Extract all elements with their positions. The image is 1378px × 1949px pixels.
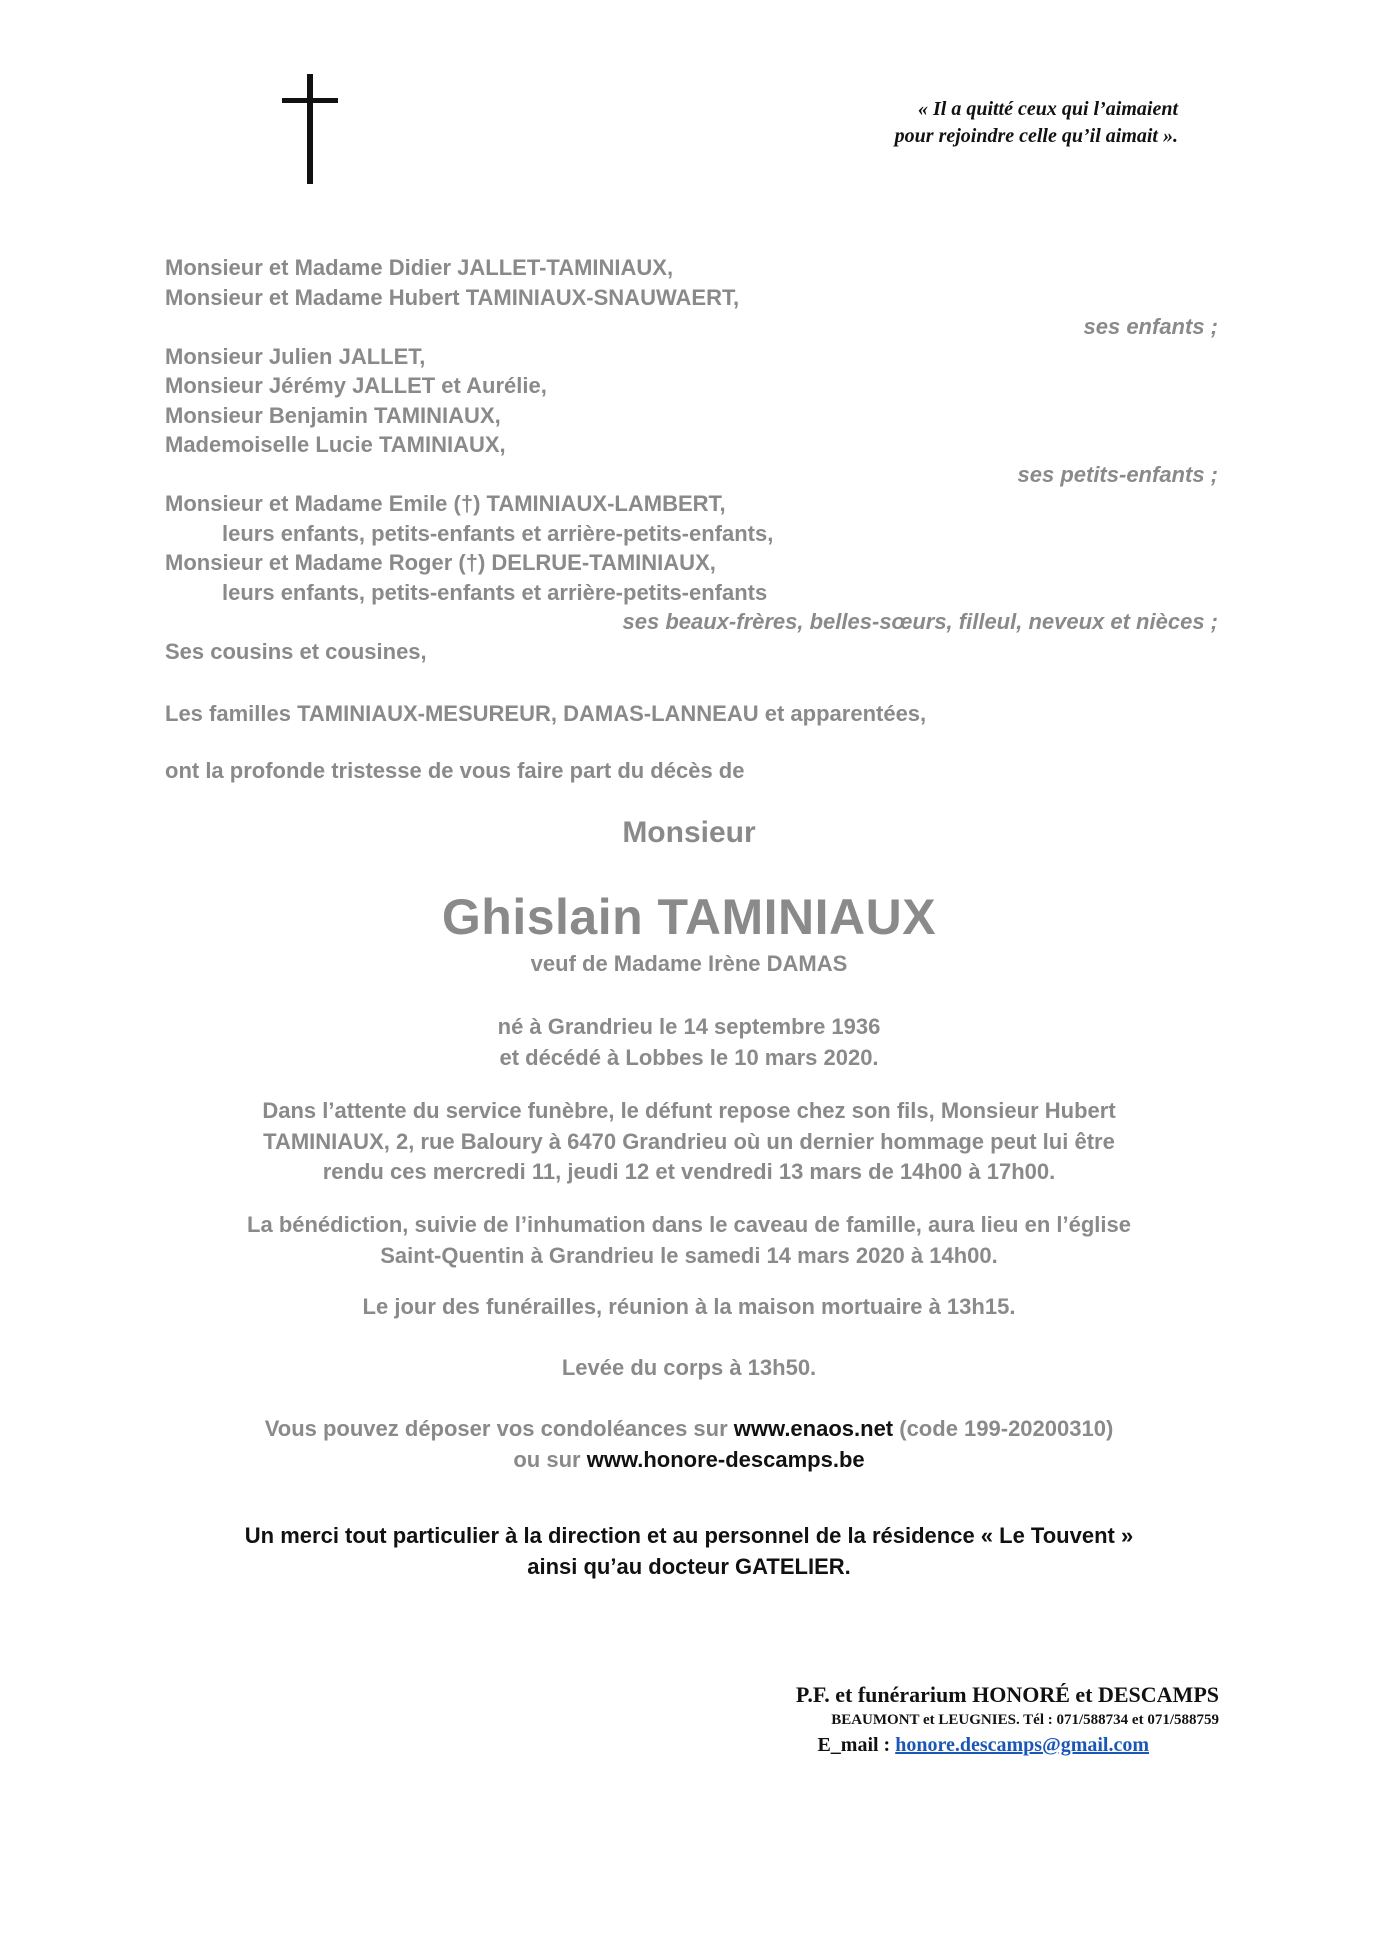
funeral-home-email-row (796, 1731, 1149, 1759)
child-line: Monsieur et Madame Hubert TAMINIAUX-SNAUWAERT, (165, 284, 740, 310)
funeral-home (796, 1680, 1219, 1759)
epigraph-line: pour rejoindre celle qu’il aimait ». (894, 125, 1178, 147)
announcement-line: ont la profonde tristesse de vous faire part du décès de (165, 757, 745, 783)
email-link[interactable]: honore.descamps@gmail.com (895, 1734, 1149, 1756)
epigraph (895, 96, 1178, 150)
enaos-link[interactable]: www.enaos.net (733, 1416, 894, 1441)
widow-line: veuf de Madame Irène DAMAS (530, 951, 848, 976)
grandchild-line: Monsieur Julien JALLET, (165, 343, 426, 369)
repose-line: Dans l’attente du service funèbre, le défunt repose chez son fils, Monsieur Hubert (262, 1098, 1116, 1123)
birth-line: né à Grandrieu le 14 septembre 1936 (497, 1014, 881, 1039)
condolences-block (0, 1414, 1378, 1475)
grandchild-line: Monsieur Jérémy JALLET et Aurélie, (165, 373, 547, 398)
grandchild-line: Monsieur Benjamin TAMINIAUX, (165, 402, 501, 428)
condolences-code: (code 199-20200310) (899, 1416, 1114, 1441)
dates-block (0, 1012, 1378, 1073)
inlaw-sub-line: leurs enfants, petits-enfants et arrière-petits-enfants, (222, 520, 774, 546)
grandchildren-label: ses petits-enfants ; (1017, 461, 1218, 487)
cross-icon (282, 74, 338, 184)
child-line: Monsieur et Madame Didier JALLET-TAMINIAUX, (165, 255, 674, 280)
funeral-home-address: BEAUMONT et LEUGNIES. Tél : 071/588734 et 071/588759 (831, 1712, 1219, 1728)
ceremony-line: Saint-Quentin à Grandrieu le samedi 14 mars 2020 à 14h00. (380, 1242, 998, 1268)
deceased-title: Monsieur (622, 816, 756, 849)
departure-line: Levée du corps à 13h50. (561, 1355, 817, 1380)
thanks-block (0, 1521, 1378, 1582)
condolences-prefix: Vous pouvez déposer vos condoléances sur (264, 1416, 728, 1441)
thanks-line: Un merci tout particulier à la direction et au personnel de la résidence « Le Touvent » (244, 1523, 1134, 1548)
death-line: et décédé à Lobbes le 10 mars 2020. (499, 1044, 879, 1070)
cousins-line: Ses cousins et cousines, (165, 638, 427, 664)
ceremony-line: La bénédiction, suivie de l’inhumation dans le caveau de famille, aura lieu en l’église (247, 1212, 1131, 1237)
family-list (165, 253, 1218, 785)
families-line: Les familles TAMINIAUX-MESUREUR, DAMAS-LANNEAU et apparentées, (165, 701, 927, 726)
inlaw-line: Monsieur et Madame Emile (†) TAMINIAUX-LAMBERT, (165, 491, 726, 516)
repose-line: TAMINIAUX, 2, rue Baloury à 6470 Grandrieu où un dernier hommage peut lui être (263, 1128, 1115, 1154)
grandchild-line: Mademoiselle Lucie TAMINIAUX, (165, 432, 506, 457)
epigraph-line: « Il a quitté ceux qui l’aimaient (917, 98, 1178, 120)
children-label: ses enfants ; (1083, 314, 1218, 339)
email-label: E_mail : (817, 1734, 891, 1756)
deceased-name: Ghislain TAMINIAUX (441, 889, 937, 945)
repose-line: rendu ces mercredi 11, jeudi 12 et vendredi 13 mars de 14h00 à 17h00. (322, 1159, 1056, 1184)
repose-block (0, 1096, 1378, 1188)
thanks-line: ainsi qu’au docteur GATELIER. (527, 1553, 851, 1579)
inlaw-line: Monsieur et Madame Roger (†) DELRUE-TAMINIAUX, (165, 550, 716, 575)
funeral-home-name: P.F. et funérarium HONORÉ et DESCAMPS (795, 1682, 1219, 1707)
ceremony-block (0, 1210, 1378, 1271)
condolences-or: ou sur (513, 1446, 581, 1472)
inlaw-sub-line: leurs enfants, petits-enfants et arrière-petits-enfants (222, 579, 768, 605)
honore-descamps-link[interactable]: www.honore-descamps.be (586, 1446, 865, 1472)
inlaws-label: ses beaux-frères, belles-sœurs, filleul, neveux et nièces ; (622, 609, 1218, 634)
meeting-line: Le jour des funérailles, réunion à la maison mortuaire à 13h15. (362, 1294, 1016, 1319)
